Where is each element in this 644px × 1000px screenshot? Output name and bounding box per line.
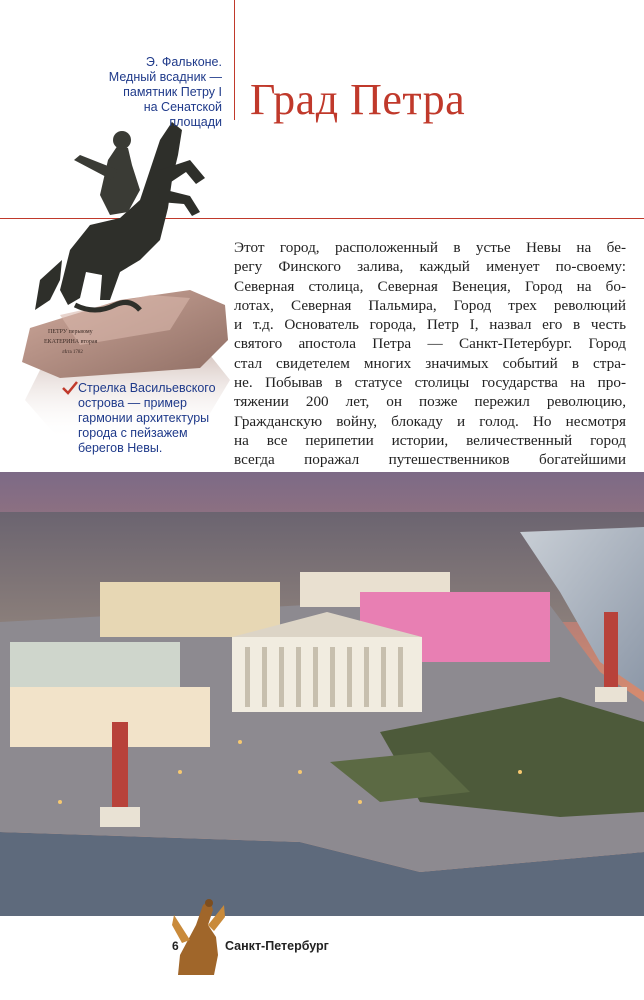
caption-line: города с пейзажем — [78, 426, 188, 440]
caption-line: Э. Фальконе. — [145, 55, 222, 69]
caption-line: памятник Петру I — [123, 85, 222, 99]
pedestal-inscription-line: ПЕТРУ перьвому — [48, 329, 93, 335]
body-paragraph — [234, 238, 626, 470]
pedestal-inscription-line: лѣта 1782 — [62, 350, 83, 355]
pedestal-inscription-line: ЕКАТЕРИНА вторая — [44, 339, 98, 345]
caption-line: на Сенатской — [143, 100, 222, 114]
page-number: 6 — [172, 939, 179, 953]
griffin-icon — [168, 895, 228, 980]
body-line: Гражданскую войну, блокаду и голод. Но несмотря — [234, 412, 626, 430]
body-line: не. Побывав в статусе столицы государства на про- — [234, 374, 626, 392]
body-line: лотах, Северная Пальмира, Город трех революций — [234, 296, 626, 314]
checkmark-icon — [62, 381, 78, 395]
body-line: регу Финского залива, каждый именует по-своему: — [234, 258, 626, 276]
body-line: на все перипетии истории, величественный город — [234, 431, 626, 449]
body-line: и т.д. Основатель города, Петр I, назвал его в честь — [234, 316, 626, 334]
caption-line: гармонии архитектуры — [78, 411, 210, 425]
body-line: Северная столица, Северная Венеция, Город на бо- — [234, 277, 626, 295]
caption-line: берегов Невы. — [78, 441, 163, 455]
body-line: святого апостола Петра — Санкт-Петербург. Город — [234, 335, 626, 353]
running-footer-title: Санкт-Петербург — [225, 939, 329, 953]
body-line: стал свидетелем многих значимых событий в стра- — [234, 354, 626, 372]
caption-line: острова — пример — [78, 396, 187, 410]
caption-line: Стрелка Васильевского — [78, 381, 216, 395]
body-line: тяжении 200 лет, он позже пережил революцию, — [234, 393, 626, 411]
body-line: всегда поражал путешественников богатейшими — [234, 451, 626, 469]
body-line: Этот город, расположенный в устье Невы на бе- — [234, 239, 626, 256]
page-title: Град Петра — [250, 75, 466, 124]
spit-caption — [78, 381, 228, 456]
statue-caption — [96, 55, 222, 130]
caption-line: Медный всадник — — [108, 70, 222, 84]
vasilievsky-spit-photo — [0, 472, 644, 916]
caption-line: площади — [169, 115, 222, 129]
